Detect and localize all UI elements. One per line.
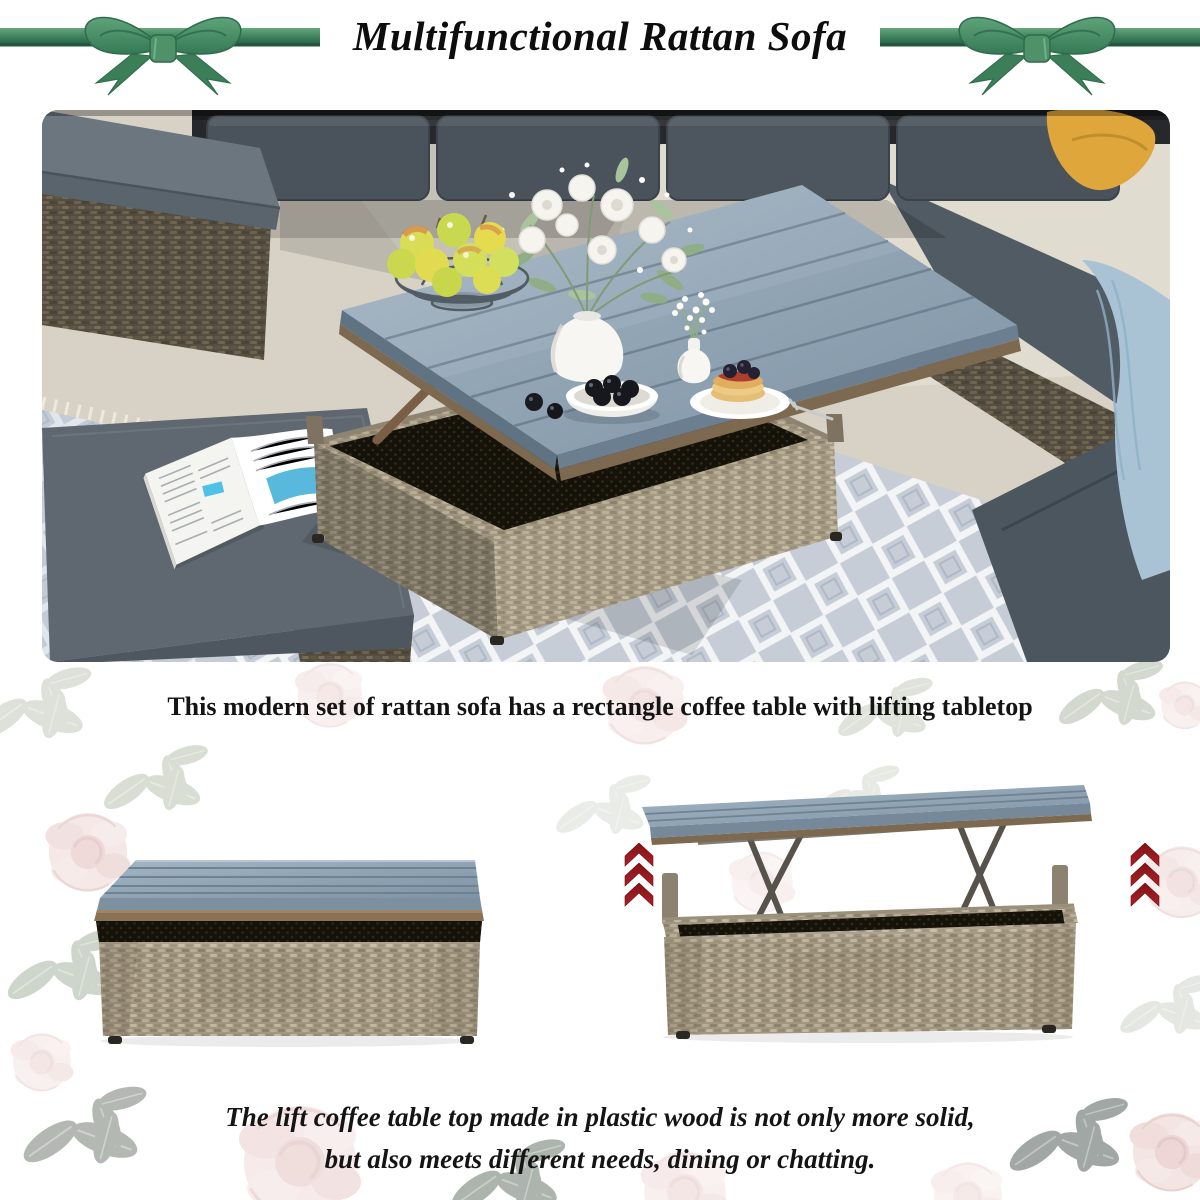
red-up-chevron-arrows-icon: [624, 843, 654, 907]
bottom-caption-line2: but also meets different needs, dining or chatting.: [324, 1144, 876, 1174]
lifted-table-base: [662, 865, 1078, 1039]
coffee-table-closed-photo: [78, 858, 493, 1048]
lifted-tabletop: [642, 785, 1092, 845]
middle-caption: This modern set of rattan sofa has a rectangle coffee table with lifting tabletop: [167, 692, 1033, 721]
bottom-caption-line1: The lift coffee table top made in plastic wood is not only more solid,: [225, 1102, 975, 1132]
coffee-table-lifted-photo: [638, 773, 1098, 1045]
red-up-chevron-arrows-icon: [1130, 843, 1160, 907]
page-title: Multifunctional Rattan Sofa: [352, 13, 848, 59]
bottom-caption: [0, 1096, 1200, 1180]
ottoman-top-left: [42, 110, 280, 360]
hero-photo: [42, 110, 1170, 662]
